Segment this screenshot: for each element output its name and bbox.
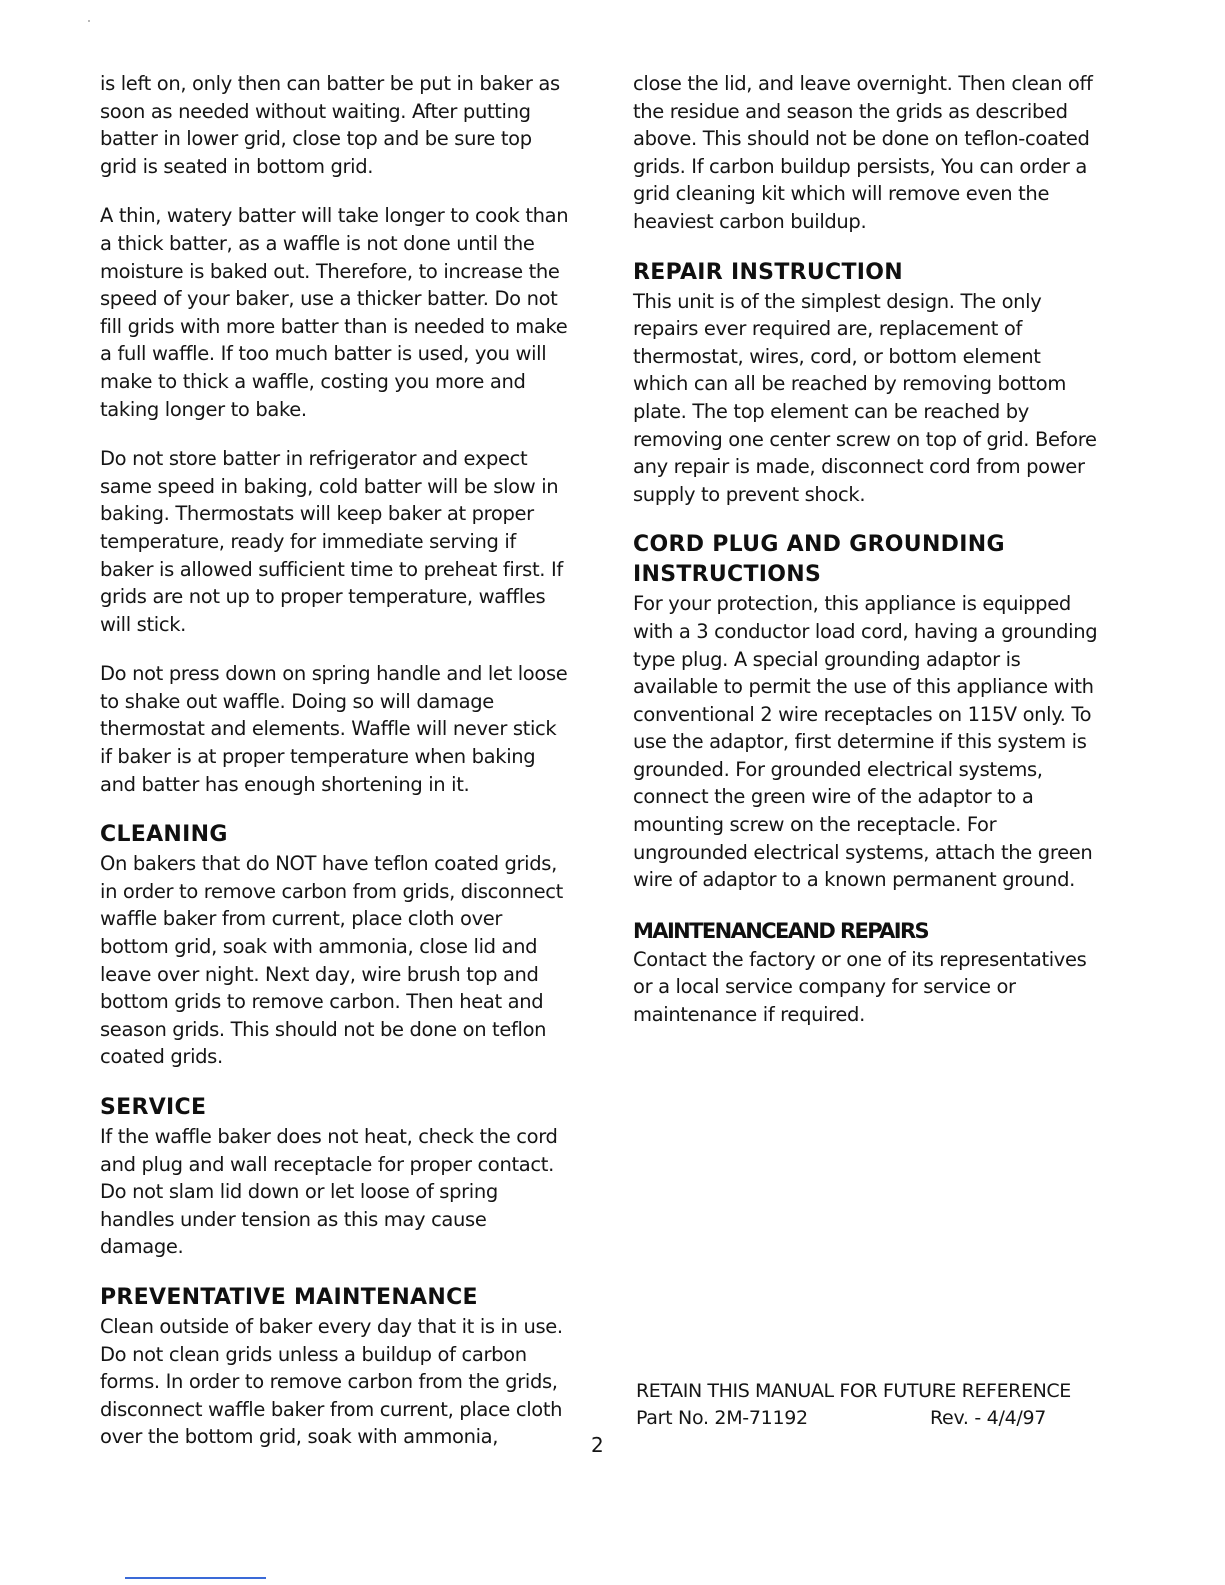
paragraph-spring-handle: Do not press down on spring handle and let loose to shake out waffle. Doing so will damage thermostat and elements. Waffle will never stick if baker is at proper temperature when baking and batter has enough shortening in it. [100, 662, 568, 796]
maintenance-repairs-body: Contact the factory or one of its representatives or a local service company for service or maintenance if required. [633, 947, 1087, 1027]
preventative-maintenance-section [100, 1283, 570, 1451]
left-column [100, 70, 570, 1473]
repair-instruction-section [633, 258, 1098, 509]
cleaning-section [100, 820, 570, 1071]
part-number-line [636, 1407, 1096, 1429]
maintenance-repairs-heading: MAINTENANCEAND REPAIRS [633, 918, 929, 943]
maintenance-repairs-section [633, 916, 1098, 1029]
cord-grounding-body: For your protection, this appliance is equipped with a 3 conductor load cord, having a grounding type plug. A special grounding adaptor is available to permit the use of this appliance with conventional 2 wire receptacles on 115V only. To use the adaptor, first determine if this system is grounded. For grounded electrical systems, connect the green wire of the adaptor to a mounting screw on the receptacle. For ungrounded electrical systems, attach the green wire of adaptor to a known permanent ground. [633, 592, 1098, 892]
service-section [100, 1093, 570, 1261]
horizontal-scrollbar[interactable] [125, 1577, 266, 1579]
paragraph-close-lid: close the lid, and leave overnight. Then clean off the residue and season the grids as described above. This should not be done on teflon-coated grids. If carbon buildup persists, You can order a grid cleaning kit which will remove even the heaviest carbon buildup. [633, 72, 1093, 233]
preventative-maintenance-body: Clean outside of baker every day that it is in use. Do not clean grids unless a buildup of carbon forms. In order to remove carbon from the grids, disconnect waffle baker from current, place cloth over the bottom grid, soak with ammonia, [100, 1314, 563, 1449]
right-column [633, 70, 1098, 1051]
paragraph-thin-batter: A thin, watery batter will take longer to cook than a thick batter, as a waffle is not done until the moisture is baked out. Therefore, to increase the speed of your baker, use a thicker batter. Do not fill grids with more batter than is needed to make a full waffle. If too much batter is used, you will make to thick a waffle, costing you more and taking longer to bake. [100, 204, 569, 421]
preventative-maintenance-heading: PREVENTATIVE MAINTENANCE [100, 1284, 478, 1310]
page-number: 2 [591, 1433, 604, 1457]
repair-instruction-body: This unit is of the simplest design. The only repairs ever required are, replacement of thermostat, wires, cord, or bottom element which can all be reached by removing bottom plate. The top element can be reached by removing one center screw on top of grid. Before any repair is made, disconnect cord from power supply to prevent shock. [633, 289, 1097, 506]
paragraph-batter-placement: is left on, only then can batter be put in baker as soon as needed without waiting. After putting batter in lower grid, close top and be sure top grid is seated in bottom grid. [100, 72, 560, 178]
retain-manual-notice: RETAIN THIS MANUAL FOR FUTURE REFERENCE [636, 1380, 1071, 1402]
repair-instruction-heading: REPAIR INSTRUCTION [633, 259, 903, 285]
cord-grounding-section [633, 530, 1098, 894]
part-number: Part No. 2M-71192 [636, 1407, 808, 1429]
cord-grounding-heading: CORD PLUG AND GROUNDING INSTRUCTIONS [633, 532, 1005, 588]
cleaning-body: On bakers that do NOT have teflon coated grids, in order to remove carbon from grids, disconnect waffle baker from current, place cloth over bottom grid, soak with ammonia, close lid and leave over night. Next day, wire brush top and bottom grids to remove carbon. Then heat and season grids. This should not be done on teflon coated grids. [100, 852, 563, 1069]
service-heading: SERVICE [100, 1095, 207, 1120]
cleaning-heading: CLEANING [100, 822, 228, 848]
paragraph-refrigerated-batter: Do not store batter in refrigerator and expect same speed in baking, cold batter will be slow in baking. Thermostats will keep baker at proper temperature, ready for immediate serving if baker is allowed sufficient time to preheat first. If grids are not up to proper temperature, waffles will stick. [100, 447, 563, 636]
scan-speck [88, 20, 90, 22]
revision-date: Rev. - 4/4/97 [930, 1407, 1047, 1429]
service-body: If the waffle baker does not heat, check the cord and plug and wall receptacle for proper contact. Do not slam lid down or let loose of spring handles under tension as this may cause damage. [100, 1125, 558, 1259]
